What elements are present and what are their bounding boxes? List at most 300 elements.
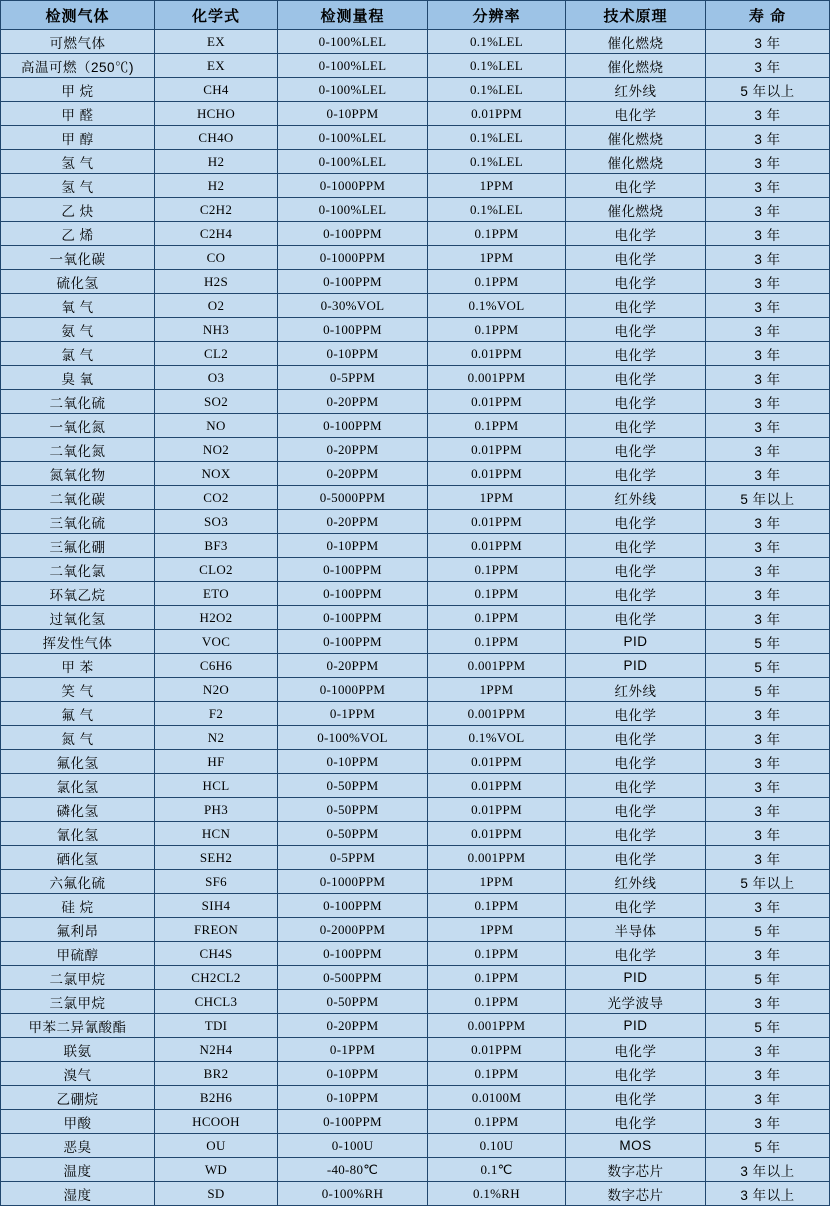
cell-resolution: 0.1PPM xyxy=(428,1062,566,1086)
cell-principle: 电化学 xyxy=(566,774,706,798)
cell-lifetime: 3 年 xyxy=(706,1038,830,1062)
cell-resolution: 0.001PPM xyxy=(428,654,566,678)
cell-formula: CH2CL2 xyxy=(155,966,278,990)
cell-resolution: 0.1%LEL xyxy=(428,126,566,150)
cell-lifetime: 3 年 xyxy=(706,1110,830,1134)
cell-formula: NO2 xyxy=(155,438,278,462)
cell-gas: 温度 xyxy=(1,1158,155,1182)
cell-lifetime: 3 年 xyxy=(706,342,830,366)
cell-principle: 电化学 xyxy=(566,822,706,846)
cell-range: 0-100%LEL xyxy=(278,150,428,174)
table-row xyxy=(1,990,830,1014)
cell-lifetime: 3 年 xyxy=(706,54,830,78)
cell-gas: 过氧化氢 xyxy=(1,606,155,630)
table-row xyxy=(1,1182,830,1206)
cell-formula: NH3 xyxy=(155,318,278,342)
cell-lifetime: 3 年 xyxy=(706,1062,830,1086)
cell-lifetime: 3 年 xyxy=(706,246,830,270)
cell-range: 0-2000PPM xyxy=(278,918,428,942)
cell-gas: 甲苯二异氰酸酯 xyxy=(1,1014,155,1038)
cell-lifetime: 3 年 xyxy=(706,294,830,318)
cell-resolution: 0.01PPM xyxy=(428,534,566,558)
cell-principle: 电化学 xyxy=(566,390,706,414)
table-row xyxy=(1,222,830,246)
cell-formula: NOX xyxy=(155,462,278,486)
cell-resolution: 0.1PPM xyxy=(428,270,566,294)
cell-gas: 氧 气 xyxy=(1,294,155,318)
cell-principle: 电化学 xyxy=(566,366,706,390)
cell-principle: 电化学 xyxy=(566,414,706,438)
cell-gas: 氰化氢 xyxy=(1,822,155,846)
cell-principle: 催化燃烧 xyxy=(566,30,706,54)
cell-principle: 电化学 xyxy=(566,798,706,822)
cell-range: 0-20PPM xyxy=(278,510,428,534)
cell-principle: 红外线 xyxy=(566,486,706,510)
cell-principle: 电化学 xyxy=(566,750,706,774)
cell-formula: CHCL3 xyxy=(155,990,278,1014)
cell-formula: HF xyxy=(155,750,278,774)
table-row xyxy=(1,1110,830,1134)
cell-formula: OU xyxy=(155,1134,278,1158)
cell-principle: 光学波导 xyxy=(566,990,706,1014)
cell-gas: 二氯甲烷 xyxy=(1,966,155,990)
table-row xyxy=(1,30,830,54)
cell-formula: HCN xyxy=(155,822,278,846)
cell-lifetime: 3 年 xyxy=(706,726,830,750)
cell-gas: 甲酸 xyxy=(1,1110,155,1134)
cell-principle: 电化学 xyxy=(566,246,706,270)
cell-resolution: 0.1PPM xyxy=(428,630,566,654)
cell-principle: 电化学 xyxy=(566,582,706,606)
cell-range: 0-100PPM xyxy=(278,942,428,966)
cell-formula: N2H4 xyxy=(155,1038,278,1062)
table-row xyxy=(1,1038,830,1062)
cell-principle: PID xyxy=(566,966,706,990)
column-header-formula: 化学式 xyxy=(155,1,278,30)
cell-resolution: 1PPM xyxy=(428,918,566,942)
cell-resolution: 0.1%LEL xyxy=(428,78,566,102)
cell-formula: CH4 xyxy=(155,78,278,102)
cell-gas: 二氧化硫 xyxy=(1,390,155,414)
table-row xyxy=(1,582,830,606)
cell-gas: 六氟化硫 xyxy=(1,870,155,894)
cell-gas: 氟利昂 xyxy=(1,918,155,942)
cell-gas: 甲 醛 xyxy=(1,102,155,126)
cell-formula: HCHO xyxy=(155,102,278,126)
table-row xyxy=(1,822,830,846)
table-row xyxy=(1,270,830,294)
cell-lifetime: 3 年 xyxy=(706,942,830,966)
table-row xyxy=(1,390,830,414)
cell-resolution: 0.1%LEL xyxy=(428,54,566,78)
cell-lifetime: 3 年 xyxy=(706,558,830,582)
cell-principle: 半导体 xyxy=(566,918,706,942)
cell-resolution: 0.001PPM xyxy=(428,846,566,870)
cell-range: 0-100PPM xyxy=(278,414,428,438)
cell-range: 0-10PPM xyxy=(278,1062,428,1086)
cell-resolution: 1PPM xyxy=(428,174,566,198)
cell-resolution: 0.1PPM xyxy=(428,894,566,918)
cell-principle: PID xyxy=(566,630,706,654)
table-row xyxy=(1,510,830,534)
cell-resolution: 0.001PPM xyxy=(428,1014,566,1038)
cell-range: 0-10PPM xyxy=(278,750,428,774)
cell-gas: 甲 烷 xyxy=(1,78,155,102)
cell-resolution: 0.1PPM xyxy=(428,606,566,630)
cell-principle: 催化燃烧 xyxy=(566,150,706,174)
cell-lifetime: 3 年 xyxy=(706,606,830,630)
cell-range: 0-100PPM xyxy=(278,606,428,630)
table-row xyxy=(1,1062,830,1086)
cell-gas: 氨 气 xyxy=(1,318,155,342)
cell-principle: PID xyxy=(566,654,706,678)
cell-principle: 电化学 xyxy=(566,462,706,486)
cell-formula: SO3 xyxy=(155,510,278,534)
cell-gas: 挥发性气体 xyxy=(1,630,155,654)
cell-lifetime: 3 年 xyxy=(706,750,830,774)
cell-principle: 电化学 xyxy=(566,894,706,918)
table-row xyxy=(1,198,830,222)
cell-principle: 电化学 xyxy=(566,102,706,126)
cell-lifetime: 3 年以上 xyxy=(706,1182,830,1206)
cell-principle: 电化学 xyxy=(566,1062,706,1086)
cell-resolution: 0.01PPM xyxy=(428,438,566,462)
cell-gas: 硫化氢 xyxy=(1,270,155,294)
cell-gas: 氢 气 xyxy=(1,150,155,174)
table-row xyxy=(1,438,830,462)
column-header-principle: 技术原理 xyxy=(566,1,706,30)
cell-lifetime: 3 年 xyxy=(706,222,830,246)
table-row xyxy=(1,654,830,678)
cell-gas: 三氯甲烷 xyxy=(1,990,155,1014)
cell-formula: SEH2 xyxy=(155,846,278,870)
cell-gas: 甲 醇 xyxy=(1,126,155,150)
cell-gas: 溴气 xyxy=(1,1062,155,1086)
cell-formula: HCOOH xyxy=(155,1110,278,1134)
cell-principle: 电化学 xyxy=(566,294,706,318)
cell-gas: 氯化氢 xyxy=(1,774,155,798)
table-row xyxy=(1,54,830,78)
cell-formula: C2H4 xyxy=(155,222,278,246)
cell-range: 0-50PPM xyxy=(278,822,428,846)
cell-resolution: 1PPM xyxy=(428,870,566,894)
table-row xyxy=(1,150,830,174)
cell-resolution: 0.01PPM xyxy=(428,750,566,774)
cell-range: 0-100PPM xyxy=(278,1110,428,1134)
cell-resolution: 0.1PPM xyxy=(428,942,566,966)
cell-gas: 湿度 xyxy=(1,1182,155,1206)
cell-formula: EX xyxy=(155,54,278,78)
cell-formula: NO xyxy=(155,414,278,438)
cell-formula: H2S xyxy=(155,270,278,294)
table-row xyxy=(1,750,830,774)
table-row xyxy=(1,942,830,966)
cell-gas: 乙 炔 xyxy=(1,198,155,222)
cell-gas: 乙硼烷 xyxy=(1,1086,155,1110)
cell-gas: 笑 气 xyxy=(1,678,155,702)
cell-resolution: 0.1PPM xyxy=(428,1110,566,1134)
cell-gas: 臭 氧 xyxy=(1,366,155,390)
column-header-lifetime: 寿 命 xyxy=(706,1,830,30)
cell-resolution: 0.1PPM xyxy=(428,966,566,990)
cell-lifetime: 5 年 xyxy=(706,630,830,654)
cell-gas: 甲 苯 xyxy=(1,654,155,678)
cell-principle: 电化学 xyxy=(566,558,706,582)
cell-resolution: 1PPM xyxy=(428,246,566,270)
cell-range: 0-100PPM xyxy=(278,558,428,582)
table-row xyxy=(1,870,830,894)
cell-formula: SIH4 xyxy=(155,894,278,918)
cell-principle: 电化学 xyxy=(566,702,706,726)
cell-range: 0-10PPM xyxy=(278,534,428,558)
cell-gas: 氢 气 xyxy=(1,174,155,198)
cell-range: 0-100U xyxy=(278,1134,428,1158)
cell-lifetime: 3 年 xyxy=(706,270,830,294)
cell-range: 0-100PPM xyxy=(278,894,428,918)
cell-principle: 催化燃烧 xyxy=(566,54,706,78)
cell-range: 0-100%LEL xyxy=(278,78,428,102)
cell-range: 0-100PPM xyxy=(278,222,428,246)
cell-principle: 数字芯片 xyxy=(566,1158,706,1182)
column-header-resolution: 分辨率 xyxy=(428,1,566,30)
cell-resolution: 0.01PPM xyxy=(428,510,566,534)
cell-gas: 氟化氢 xyxy=(1,750,155,774)
cell-range: 0-5PPM xyxy=(278,846,428,870)
cell-range: 0-100PPM xyxy=(278,582,428,606)
cell-resolution: 0.01PPM xyxy=(428,774,566,798)
cell-formula: N2 xyxy=(155,726,278,750)
cell-gas: 硅 烷 xyxy=(1,894,155,918)
cell-lifetime: 3 年 xyxy=(706,30,830,54)
cell-lifetime: 3 年 xyxy=(706,510,830,534)
cell-lifetime: 5 年 xyxy=(706,678,830,702)
cell-principle: 数字芯片 xyxy=(566,1182,706,1206)
cell-gas: 氯 气 xyxy=(1,342,155,366)
cell-lifetime: 3 年 xyxy=(706,102,830,126)
cell-range: 0-10PPM xyxy=(278,342,428,366)
cell-range: 0-100PPM xyxy=(278,270,428,294)
cell-range: 0-5000PPM xyxy=(278,486,428,510)
cell-resolution: 0.01PPM xyxy=(428,822,566,846)
cell-gas: 氟 气 xyxy=(1,702,155,726)
cell-lifetime: 5 年 xyxy=(706,966,830,990)
cell-range: 0-100%VOL xyxy=(278,726,428,750)
cell-gas: 三氟化硼 xyxy=(1,534,155,558)
cell-gas: 硒化氢 xyxy=(1,846,155,870)
cell-gas: 乙 烯 xyxy=(1,222,155,246)
cell-formula: H2 xyxy=(155,174,278,198)
table-row xyxy=(1,798,830,822)
table-row xyxy=(1,102,830,126)
table-row xyxy=(1,78,830,102)
cell-formula: ETO xyxy=(155,582,278,606)
cell-lifetime: 3 年 xyxy=(706,846,830,870)
cell-lifetime: 3 年 xyxy=(706,174,830,198)
cell-lifetime: 5 年 xyxy=(706,654,830,678)
cell-lifetime: 3 年 xyxy=(706,702,830,726)
cell-resolution: 0.1PPM xyxy=(428,582,566,606)
cell-principle: 电化学 xyxy=(566,726,706,750)
cell-resolution: 0.1℃ xyxy=(428,1158,566,1182)
cell-formula: HCL xyxy=(155,774,278,798)
cell-formula: C2H2 xyxy=(155,198,278,222)
cell-resolution: 0.01PPM xyxy=(428,462,566,486)
cell-lifetime: 3 年 xyxy=(706,390,830,414)
column-header-range: 检测量程 xyxy=(278,1,428,30)
cell-resolution: 0.1%VOL xyxy=(428,726,566,750)
cell-formula: O3 xyxy=(155,366,278,390)
cell-lifetime: 3 年 xyxy=(706,366,830,390)
cell-resolution: 0.001PPM xyxy=(428,702,566,726)
table-row xyxy=(1,246,830,270)
cell-range: 0-20PPM xyxy=(278,462,428,486)
cell-principle: 电化学 xyxy=(566,318,706,342)
cell-resolution: 0.1PPM xyxy=(428,558,566,582)
cell-range: 0-100%LEL xyxy=(278,54,428,78)
table-row xyxy=(1,966,830,990)
cell-resolution: 0.01PPM xyxy=(428,342,566,366)
cell-range: 0-10PPM xyxy=(278,102,428,126)
cell-lifetime: 3 年 xyxy=(706,150,830,174)
table-row xyxy=(1,1134,830,1158)
table-row xyxy=(1,630,830,654)
cell-range: 0-1000PPM xyxy=(278,246,428,270)
table-row xyxy=(1,342,830,366)
cell-principle: 红外线 xyxy=(566,870,706,894)
table-header-row xyxy=(1,1,830,30)
cell-range: 0-100%RH xyxy=(278,1182,428,1206)
cell-lifetime: 3 年 xyxy=(706,126,830,150)
cell-lifetime: 3 年 xyxy=(706,798,830,822)
cell-gas: 二氧化碳 xyxy=(1,486,155,510)
cell-range: 0-100%LEL xyxy=(278,30,428,54)
cell-formula: N2O xyxy=(155,678,278,702)
cell-gas: 氮氧化物 xyxy=(1,462,155,486)
cell-lifetime: 3 年 xyxy=(706,462,830,486)
table-row xyxy=(1,726,830,750)
cell-lifetime: 3 年 xyxy=(706,1086,830,1110)
cell-gas: 二氧化氯 xyxy=(1,558,155,582)
cell-range: 0-1000PPM xyxy=(278,678,428,702)
cell-resolution: 1PPM xyxy=(428,678,566,702)
cell-formula: SO2 xyxy=(155,390,278,414)
cell-resolution: 0.0100M xyxy=(428,1086,566,1110)
cell-formula: CLO2 xyxy=(155,558,278,582)
cell-gas: 一氧化碳 xyxy=(1,246,155,270)
table-row xyxy=(1,678,830,702)
cell-resolution: 0.1PPM xyxy=(428,318,566,342)
cell-range: 0-1PPM xyxy=(278,702,428,726)
cell-range: 0-50PPM xyxy=(278,798,428,822)
cell-principle: MOS xyxy=(566,1134,706,1158)
cell-formula: BR2 xyxy=(155,1062,278,1086)
cell-resolution: 0.1PPM xyxy=(428,222,566,246)
cell-gas: 磷化氢 xyxy=(1,798,155,822)
cell-gas: 可燃气体 xyxy=(1,30,155,54)
table-row xyxy=(1,534,830,558)
cell-formula: CO2 xyxy=(155,486,278,510)
cell-resolution: 0.1%LEL xyxy=(428,150,566,174)
cell-principle: 电化学 xyxy=(566,534,706,558)
cell-resolution: 0.01PPM xyxy=(428,798,566,822)
cell-formula: EX xyxy=(155,30,278,54)
table-row xyxy=(1,1086,830,1110)
cell-gas: 高温可燃（250℃) xyxy=(1,54,155,78)
cell-formula: SD xyxy=(155,1182,278,1206)
cell-principle: 电化学 xyxy=(566,606,706,630)
cell-principle: 红外线 xyxy=(566,678,706,702)
cell-range: -40-80℃ xyxy=(278,1158,428,1182)
cell-principle: 电化学 xyxy=(566,942,706,966)
cell-lifetime: 3 年 xyxy=(706,582,830,606)
cell-resolution: 0.1%LEL xyxy=(428,198,566,222)
cell-formula: WD xyxy=(155,1158,278,1182)
cell-principle: 催化燃烧 xyxy=(566,126,706,150)
cell-range: 0-10PPM xyxy=(278,1086,428,1110)
cell-formula: BF3 xyxy=(155,534,278,558)
cell-formula: PH3 xyxy=(155,798,278,822)
cell-gas: 三氧化硫 xyxy=(1,510,155,534)
cell-lifetime: 3 年 xyxy=(706,534,830,558)
cell-formula: VOC xyxy=(155,630,278,654)
cell-lifetime: 3 年 xyxy=(706,774,830,798)
table-row xyxy=(1,294,830,318)
cell-range: 0-100%LEL xyxy=(278,126,428,150)
cell-range: 0-100PPM xyxy=(278,318,428,342)
table-row xyxy=(1,918,830,942)
cell-resolution: 0.001PPM xyxy=(428,366,566,390)
cell-range: 0-1000PPM xyxy=(278,870,428,894)
cell-lifetime: 5 年 xyxy=(706,918,830,942)
cell-lifetime: 5 年以上 xyxy=(706,78,830,102)
table-row xyxy=(1,366,830,390)
cell-resolution: 0.1PPM xyxy=(428,414,566,438)
table-row xyxy=(1,486,830,510)
cell-formula: CH4S xyxy=(155,942,278,966)
table-row xyxy=(1,174,830,198)
column-header-gas: 检测气体 xyxy=(1,1,155,30)
table-body xyxy=(1,30,830,1206)
cell-formula: CO xyxy=(155,246,278,270)
cell-resolution: 0.10U xyxy=(428,1134,566,1158)
cell-lifetime: 3 年 xyxy=(706,318,830,342)
cell-resolution: 0.01PPM xyxy=(428,1038,566,1062)
cell-range: 0-100%LEL xyxy=(278,198,428,222)
table-row xyxy=(1,1014,830,1038)
cell-formula: F2 xyxy=(155,702,278,726)
cell-gas: 氮 气 xyxy=(1,726,155,750)
table-row xyxy=(1,846,830,870)
table-row xyxy=(1,702,830,726)
cell-resolution: 0.1%LEL xyxy=(428,30,566,54)
cell-resolution: 0.01PPM xyxy=(428,390,566,414)
cell-lifetime: 5 年以上 xyxy=(706,870,830,894)
cell-range: 0-50PPM xyxy=(278,774,428,798)
table-row xyxy=(1,558,830,582)
cell-formula: FREON xyxy=(155,918,278,942)
cell-formula: SF6 xyxy=(155,870,278,894)
table-row xyxy=(1,126,830,150)
table-row xyxy=(1,606,830,630)
table-row xyxy=(1,894,830,918)
cell-lifetime: 3 年 xyxy=(706,822,830,846)
cell-principle: 电化学 xyxy=(566,846,706,870)
cell-resolution: 0.01PPM xyxy=(428,102,566,126)
cell-resolution: 0.1%RH xyxy=(428,1182,566,1206)
table-row xyxy=(1,1158,830,1182)
cell-range: 0-1PPM xyxy=(278,1038,428,1062)
cell-lifetime: 3 年 xyxy=(706,414,830,438)
